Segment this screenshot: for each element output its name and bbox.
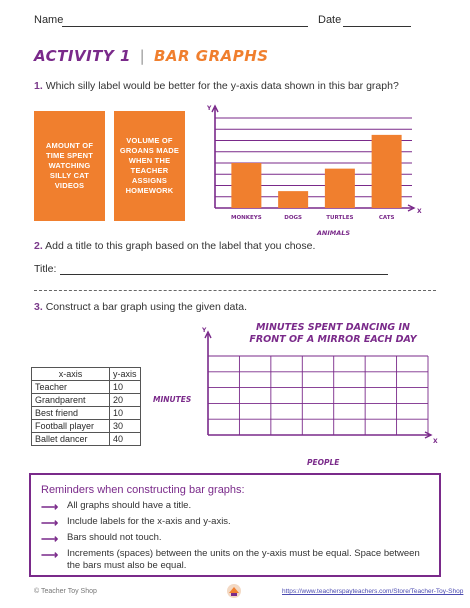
- name-field[interactable]: [62, 26, 308, 27]
- reminder-text: Bars should not touch.: [67, 532, 162, 543]
- x-axis-letter: X: [433, 438, 438, 445]
- category-label: MONKEYS: [231, 215, 262, 221]
- reminders-heading: Reminders when constructing bar graphs:: [41, 484, 245, 496]
- reminders-list: [41, 500, 433, 573]
- table-row: [32, 420, 141, 433]
- question-2-number: 2.: [34, 240, 43, 252]
- activity-title: [34, 47, 269, 65]
- name-label: Name: [34, 14, 64, 26]
- shop-logo-icon: [226, 583, 242, 604]
- y-axis-letter: Y: [207, 105, 212, 112]
- label-option-2[interactable]: VOLUME OF GROANS MADE WHEN THE TEACHER ASSIGNS HOMEWORK: [114, 111, 185, 221]
- table-cell: Grandparent: [32, 394, 110, 407]
- arrow-right-icon: ⟶: [41, 532, 59, 546]
- arrow-right-icon: ⟶: [41, 500, 59, 514]
- table-header-x: x-axis: [32, 368, 110, 381]
- question-3-text: Construct a bar graph using the given data.: [45, 301, 248, 313]
- arrow-right-icon: ⟶: [41, 516, 59, 530]
- list-item: [41, 548, 433, 573]
- question-2-text: Add a title to this graph based on the label that you chose.: [45, 240, 316, 252]
- date-field[interactable]: [343, 26, 411, 27]
- title-label: Title:: [34, 263, 57, 275]
- question-1: [34, 80, 399, 92]
- bar: [372, 135, 402, 208]
- category-label: CATS: [378, 215, 395, 221]
- table-cell: 30: [110, 420, 141, 433]
- category-label: DOGS: [284, 215, 302, 221]
- list-item: [41, 516, 433, 530]
- reminder-text: Increments (spaces) between the units on the y-axis must be equal. Space between the bars must also be equal.: [67, 548, 420, 572]
- reminder-text: All graphs should have a title.: [67, 500, 192, 511]
- table-cell: 40: [110, 433, 141, 446]
- table-header-y: y-axis: [110, 368, 141, 381]
- footer-copyright: © Teacher Toy Shop: [34, 588, 97, 595]
- table-cell: Teacher: [32, 381, 110, 394]
- y-axis-letter: Y: [202, 327, 207, 334]
- title-separator: |: [139, 47, 146, 65]
- list-item: [41, 500, 433, 514]
- minutes-label: MINUTES: [153, 395, 192, 404]
- section-divider: [34, 290, 436, 291]
- table-row: [32, 381, 141, 394]
- table-cell: 10: [110, 407, 141, 420]
- reminders-box: [29, 473, 441, 577]
- question-2: [34, 240, 315, 252]
- question-3-number: 3.: [34, 301, 43, 313]
- question-1-number: 1.: [34, 80, 43, 92]
- animals-bar-chart: [200, 100, 430, 245]
- question-3: [34, 301, 247, 313]
- question-1-text: Which silly label would be better for the y-axis data shown in this bar graph?: [45, 80, 399, 92]
- store-link[interactable]: https://www.teacherspayteachers.com/Store/Teacher-Toy-Shop: [282, 588, 464, 595]
- category-axis-label: ANIMALS: [316, 229, 351, 237]
- date-label: Date: [318, 14, 342, 26]
- bar: [231, 163, 261, 208]
- activity-topic: BAR GRAPHS: [153, 47, 269, 65]
- data-table: [31, 367, 141, 446]
- table-cell: Football player: [32, 420, 110, 433]
- table-row: [32, 394, 141, 407]
- title-field[interactable]: [60, 274, 388, 275]
- activity-number: ACTIVITY 1: [34, 47, 131, 65]
- table-cell: Best friend: [32, 407, 110, 420]
- table-cell: 20: [110, 394, 141, 407]
- x-axis-letter: X: [417, 208, 422, 215]
- category-label: TURTLES: [326, 215, 354, 221]
- bar: [278, 191, 308, 208]
- people-label: PEOPLE: [307, 458, 340, 467]
- blank-graph-grid[interactable]: [198, 320, 443, 450]
- table-row: [32, 433, 141, 446]
- arrow-right-icon: ⟶: [41, 548, 59, 562]
- bar: [325, 169, 355, 208]
- table-header-row: [32, 368, 141, 381]
- label-option-1[interactable]: AMOUNT OF TIME SPENT WATCHING SILLY CAT VIDEOS: [34, 111, 105, 221]
- graph-2-title: MINUTES SPENT DANCING IN FRONT OF A MIRROR EACH DAY: [249, 322, 417, 346]
- table-row: [32, 407, 141, 420]
- table-cell: 10: [110, 381, 141, 394]
- reminder-text: Include labels for the x-axis and y-axis.: [67, 516, 231, 527]
- table-cell: Ballet dancer: [32, 433, 110, 446]
- list-item: [41, 532, 433, 546]
